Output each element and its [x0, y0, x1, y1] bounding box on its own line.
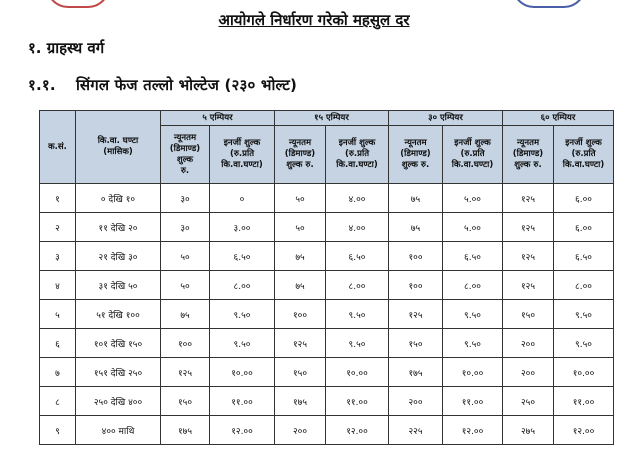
left-seal-emblem: [46, 0, 110, 8]
energy-charge-cell: ८.००: [554, 271, 614, 300]
min-charge-cell: २००: [275, 416, 326, 445]
row-range: २१ देखि ३०: [76, 242, 161, 271]
energy-charge-cell: १२.००: [554, 416, 614, 445]
min-charge-cell: ३०: [161, 184, 210, 213]
min-charge-cell: १००: [275, 300, 326, 329]
min-charge-cell: १२५: [503, 184, 554, 213]
group-60-ampere: ६० एम्पियर: [503, 111, 614, 126]
energy-charge-cell: ३.००: [210, 213, 275, 242]
section-heading: [28, 38, 104, 58]
row-serial: ४: [40, 271, 76, 300]
page-title: आयोगले निर्धारण गरेको महसुल दर: [218, 11, 410, 29]
subsection-heading: [28, 75, 297, 95]
row-serial: ५: [40, 300, 76, 329]
tariff-table: [39, 110, 614, 445]
energy-charge-cell: ९.५०: [210, 329, 275, 358]
energy-charge-cell: ८.००: [210, 271, 275, 300]
energy-charge-cell: ९.५०: [326, 300, 389, 329]
row-range: ४०० माथि: [76, 416, 161, 445]
header-min-charge: न्यूनतम (डिमाण्ड) शुल्क रु.: [503, 126, 554, 184]
header-energy-charge: इनर्जी शुल्क (रु.प्रति कि.वा.घण्टा): [443, 126, 503, 184]
energy-charge-cell: ११.००: [326, 387, 389, 416]
header-energy-charge: इनर्जी शुल्क (रु.प्रति कि.वा.घण्टा): [326, 126, 389, 184]
energy-charge-cell: ११.००: [554, 387, 614, 416]
min-charge-cell: १००: [161, 329, 210, 358]
min-charge-cell: २००: [503, 329, 554, 358]
energy-charge-cell: ११.००: [210, 387, 275, 416]
energy-charge-cell: ९.५०: [210, 300, 275, 329]
group-30-ampere: ३० एम्पियर: [389, 111, 503, 126]
row-serial: ६: [40, 329, 76, 358]
min-charge-cell: १५०: [389, 329, 443, 358]
energy-charge-cell: ९.५०: [443, 329, 503, 358]
min-charge-cell: ५०: [161, 242, 210, 271]
energy-charge-cell: १२.००: [326, 416, 389, 445]
energy-charge-cell: १०.००: [326, 358, 389, 387]
min-charge-cell: ३०: [161, 213, 210, 242]
min-charge-cell: १५०: [503, 300, 554, 329]
energy-charge-cell: १०.००: [210, 358, 275, 387]
table-row: [40, 213, 614, 242]
energy-charge-cell: ५.००: [443, 213, 503, 242]
table-row: [40, 387, 614, 416]
group-5-ampere: ५ एम्पियर: [161, 111, 275, 126]
row-serial: ८: [40, 387, 76, 416]
energy-charge-cell: ५.००: [443, 184, 503, 213]
row-range: ३१ देखि ५०: [76, 271, 161, 300]
energy-charge-cell: ६.५०: [443, 242, 503, 271]
energy-charge-cell: १०.००: [554, 358, 614, 387]
row-serial: १: [40, 184, 76, 213]
header-min-charge: न्यूनतम (डिमाण्ड) शुल्क रु.: [161, 126, 210, 184]
row-serial: २: [40, 213, 76, 242]
min-charge-cell: ७५: [275, 271, 326, 300]
section-label: ग्राहस्थ वर्ग: [46, 39, 105, 57]
row-range: १५१ देखि २५०: [76, 358, 161, 387]
min-charge-cell: ७५: [389, 213, 443, 242]
energy-charge-cell: ६.००: [554, 184, 614, 213]
energy-charge-cell: १२.००: [210, 416, 275, 445]
section-number: १.: [28, 39, 42, 57]
min-charge-cell: १२५: [389, 300, 443, 329]
min-charge-cell: ५०: [275, 213, 326, 242]
row-serial: ९: [40, 416, 76, 445]
group-15-ampere: १५ एम्पियर: [275, 111, 389, 126]
min-charge-cell: २००: [503, 358, 554, 387]
min-charge-cell: २५०: [503, 387, 554, 416]
min-charge-cell: १७५: [275, 387, 326, 416]
energy-charge-cell: ९.५०: [554, 300, 614, 329]
table-row: [40, 300, 614, 329]
energy-charge-cell: ६.००: [554, 213, 614, 242]
energy-charge-cell: १०.००: [443, 358, 503, 387]
min-charge-cell: २२५: [389, 416, 443, 445]
header-range: कि.वा. घण्टा (मासिक): [76, 111, 161, 184]
min-charge-cell: १२५: [275, 329, 326, 358]
energy-charge-cell: ११.००: [443, 387, 503, 416]
table-row: [40, 416, 614, 445]
energy-charge-cell: ०: [210, 184, 275, 213]
min-charge-cell: १२५: [503, 213, 554, 242]
table-row: [40, 358, 614, 387]
table-row: [40, 184, 614, 213]
min-charge-cell: १२५: [503, 271, 554, 300]
row-range: ११ देखि २०: [76, 213, 161, 242]
row-serial: ७: [40, 358, 76, 387]
row-range: ५१ देखि १००: [76, 300, 161, 329]
table-row: [40, 329, 614, 358]
energy-charge-cell: ६.५०: [326, 242, 389, 271]
header-energy-charge: इनर्जी शुल्क (रु.प्रति कि.वा.घण्टा): [210, 126, 275, 184]
subsection-number: १.१.: [28, 76, 56, 94]
row-range: २५० देखि ४००: [76, 387, 161, 416]
min-charge-cell: १५०: [161, 387, 210, 416]
energy-charge-cell: ६.५०: [554, 242, 614, 271]
min-charge-cell: ५०: [161, 271, 210, 300]
min-charge-cell: ७५: [161, 300, 210, 329]
energy-charge-cell: ९.५०: [443, 300, 503, 329]
energy-charge-cell: ४.००: [326, 213, 389, 242]
right-seal-emblem: [512, 0, 586, 8]
min-charge-cell: १००: [389, 271, 443, 300]
min-charge-cell: १७५: [161, 416, 210, 445]
min-charge-cell: १२५: [161, 358, 210, 387]
min-charge-cell: ७५: [389, 184, 443, 213]
min-charge-cell: १७५: [389, 358, 443, 387]
min-charge-cell: ५०: [275, 184, 326, 213]
subsection-label: सिंगल फेज तल्लो भोल्टेज (२३० भोल्ट): [76, 76, 298, 94]
energy-charge-cell: ८.००: [326, 271, 389, 300]
energy-charge-cell: ४.००: [326, 184, 389, 213]
row-serial: ३: [40, 242, 76, 271]
energy-charge-cell: ९.५०: [554, 329, 614, 358]
min-charge-cell: १२५: [503, 242, 554, 271]
min-charge-cell: १५०: [275, 358, 326, 387]
min-charge-cell: ७५: [275, 242, 326, 271]
header-energy-charge: इनर्जी शुल्क (रु.प्रति कि.वा.घण्टा): [554, 126, 614, 184]
table-row: [40, 242, 614, 271]
energy-charge-cell: ६.५०: [210, 242, 275, 271]
energy-charge-cell: ८.००: [443, 271, 503, 300]
row-range: ० देखि १०: [76, 184, 161, 213]
min-charge-cell: २००: [389, 387, 443, 416]
table-row: [40, 271, 614, 300]
header-min-charge: न्यूनतम (डिमाण्ड) शुल्क रु.: [389, 126, 443, 184]
min-charge-cell: २७५: [503, 416, 554, 445]
energy-charge-cell: ९.५०: [326, 329, 389, 358]
energy-charge-cell: १२.००: [443, 416, 503, 445]
row-range: १०१ देखि १५०: [76, 329, 161, 358]
header-min-charge: न्यूनतम (डिमाण्ड) शुल्क रु.: [275, 126, 326, 184]
header-serial: क.सं.: [40, 111, 76, 184]
min-charge-cell: १००: [389, 242, 443, 271]
